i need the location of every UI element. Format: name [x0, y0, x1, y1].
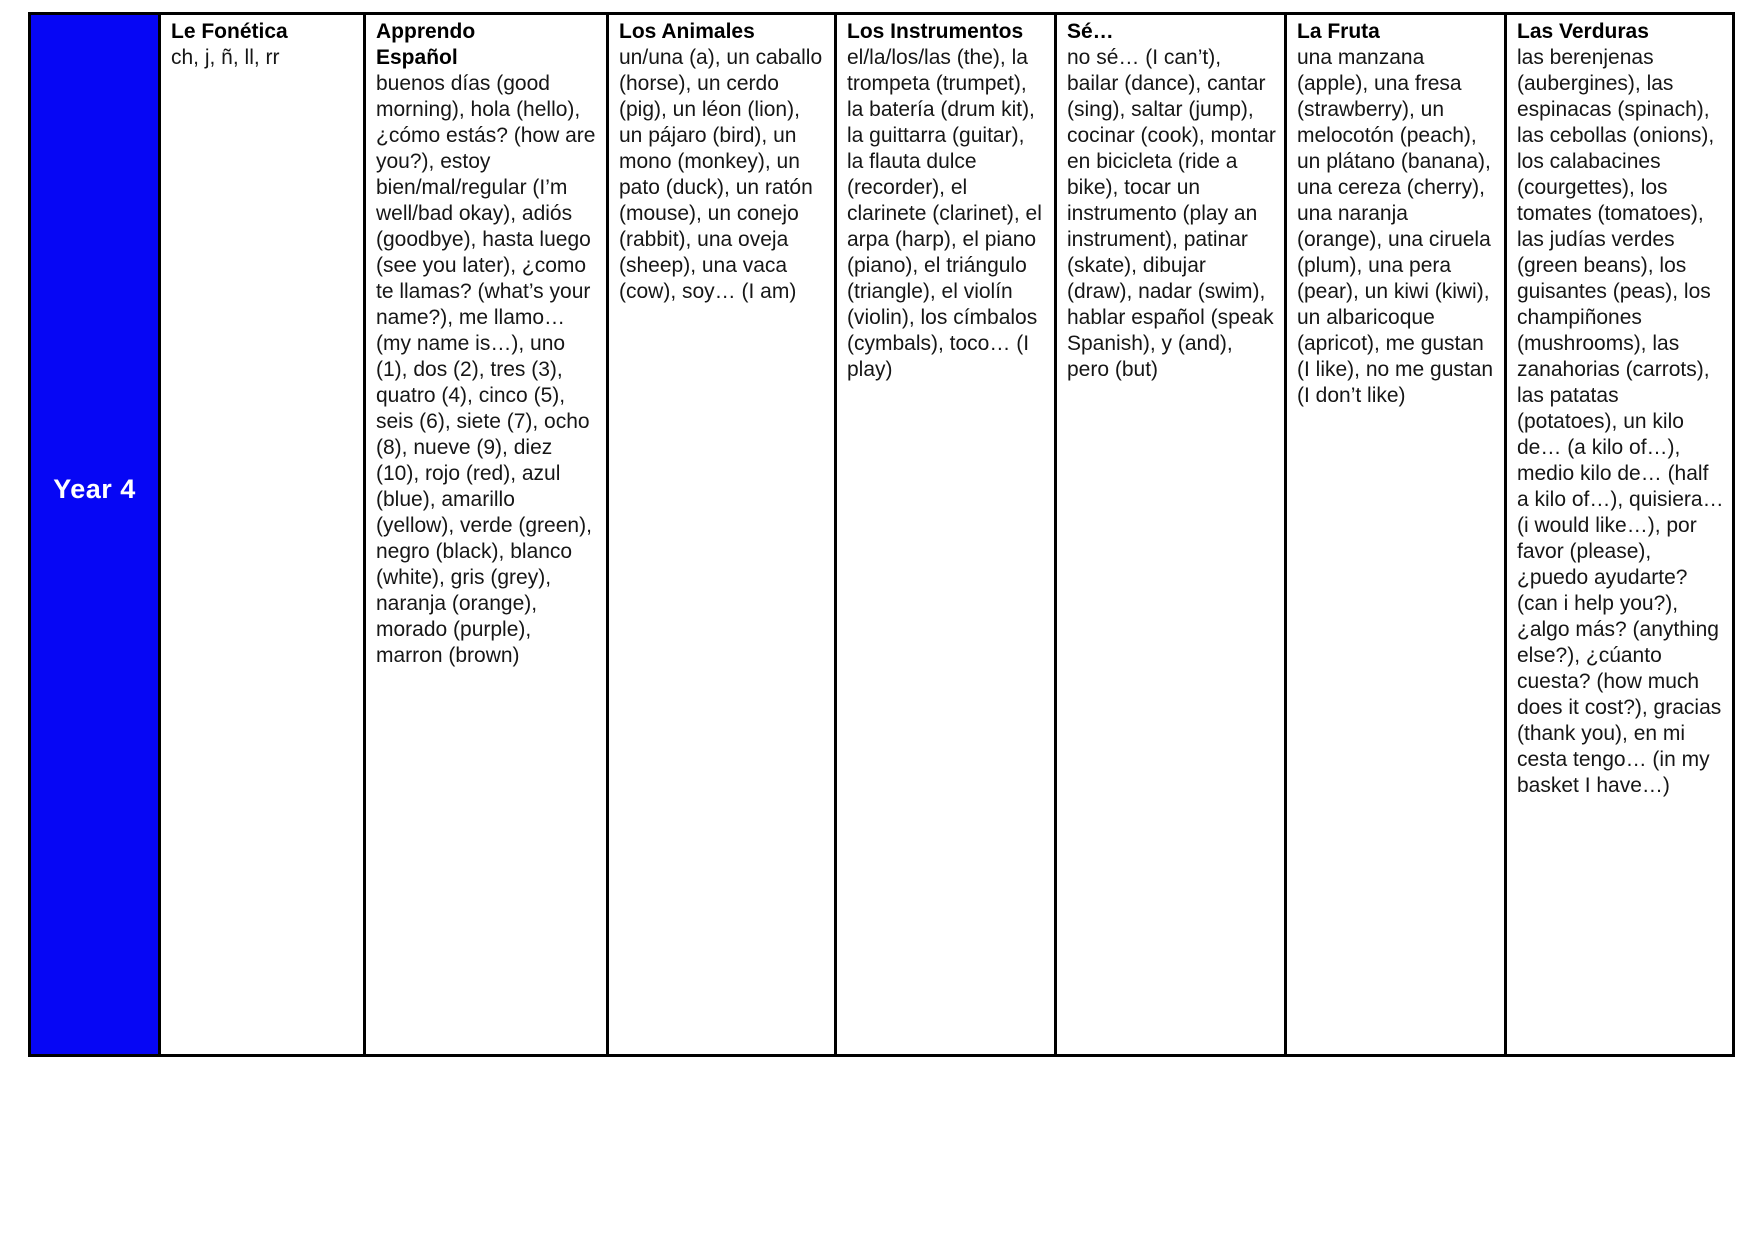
cell-title: Le Fonética [171, 20, 288, 43]
cell-title: Sé… [1067, 20, 1114, 43]
vocab-cell-se [1057, 15, 1287, 1054]
year-label: Year 4 [53, 474, 136, 504]
vocabulary-table [28, 12, 1735, 1057]
vocab-cell-instrumentos [837, 15, 1057, 1054]
vocab-cell-animales [609, 15, 837, 1054]
cell-body: las berenjenas (aubergines), las espinacas (spinach), las cebollas (onions), los calabacines (courgettes), los tomates (tomatoes), las judías verdes (green beans), los guisantes (peas), los champiñones (mushrooms), las zanahorias (carrots), las patatas (potatoes), un kilo de… (a kilo of…), medio kilo de… (half a kilo of…), quisiera… (i would like…), por favor (please), ¿puedo ayudarte? (can i help you?), ¿algo más? (anything else?), ¿cúanto cuesta? (how much does it cost?), gracias (thank you), en mi cesta tengo… (in my basket I have…) [1517, 46, 1724, 797]
cell-body: ch, j, ñ, ll, rr [171, 46, 280, 69]
cell-body: no sé… (I can’t), bailar (dance), cantar (sing), saltar (jump), cocinar (cook), montar en bicicleta (ride a bike), tocar un instrumento (play an instrument), patinar (skate), dibujar (draw), nadar (swim), hablar español (speak Spanish), y (and), pero (but) [1067, 46, 1276, 381]
cell-title: Los Animales [619, 20, 755, 43]
cell-title: Apprendo Español [376, 20, 476, 69]
vocab-cell-verduras [1507, 15, 1732, 1054]
cell-body: un/una (a), un caballo (horse), un cerdo (pig), un léon (lion), un pájaro (bird), un mono (monkey), un pato (duck), un ratón (mouse), un conejo (rabbit), una oveja (sheep), una vaca (cow), soy… (I am) [619, 46, 823, 303]
year-header-cell [31, 15, 161, 1054]
cell-body: una manzana (apple), una fresa (strawberry), un melocotón (peach), un plátano (banana), una cereza (cherry), una naranja (orange), una ciruela (plum), una pera (pear), un kiwi (kiwi), un albaricoque (apricot), me gustan (I like), no me gustan (I don’t like) [1297, 46, 1494, 407]
cell-body: el/la/los/las (the), la trompeta (trumpet), la batería (drum kit), la guittarra (guitar), la flauta dulce (recorder), el clarinete (clarinet), el arpa (harp), el piano (piano), el triángulo (triangle), el violín (violin), los címbalos (cymbals), toco… (I play) [847, 46, 1042, 381]
vocab-cell-fonetica [161, 15, 366, 1054]
cell-title: Los Instrumentos [847, 20, 1024, 43]
cell-body: buenos días (good morning), hola (hello), ¿cómo estás? (how are you?), estoy bien/mal/regular (I’m well/bad okay), adiós (goodbye), hasta luego (see you later), ¿como te llamas? (what’s your name?), me llamo… (my name is…), uno (1), dos (2), tres (3), quatro (4), cinco (5), seis (6), siete (7), ocho (8), nueve (9), diez (10), rojo (red), azul (blue), amarillo (yellow), verde (green), negro (black), blanco (white), gris (grey), naranja (orange), morado (purple), marron (brown) [376, 72, 596, 667]
vocab-cell-aprendo-espanol [366, 15, 609, 1054]
vocab-cell-fruta [1287, 15, 1507, 1054]
cell-title: Las Verduras [1517, 20, 1649, 43]
cell-title: La Fruta [1297, 20, 1380, 43]
